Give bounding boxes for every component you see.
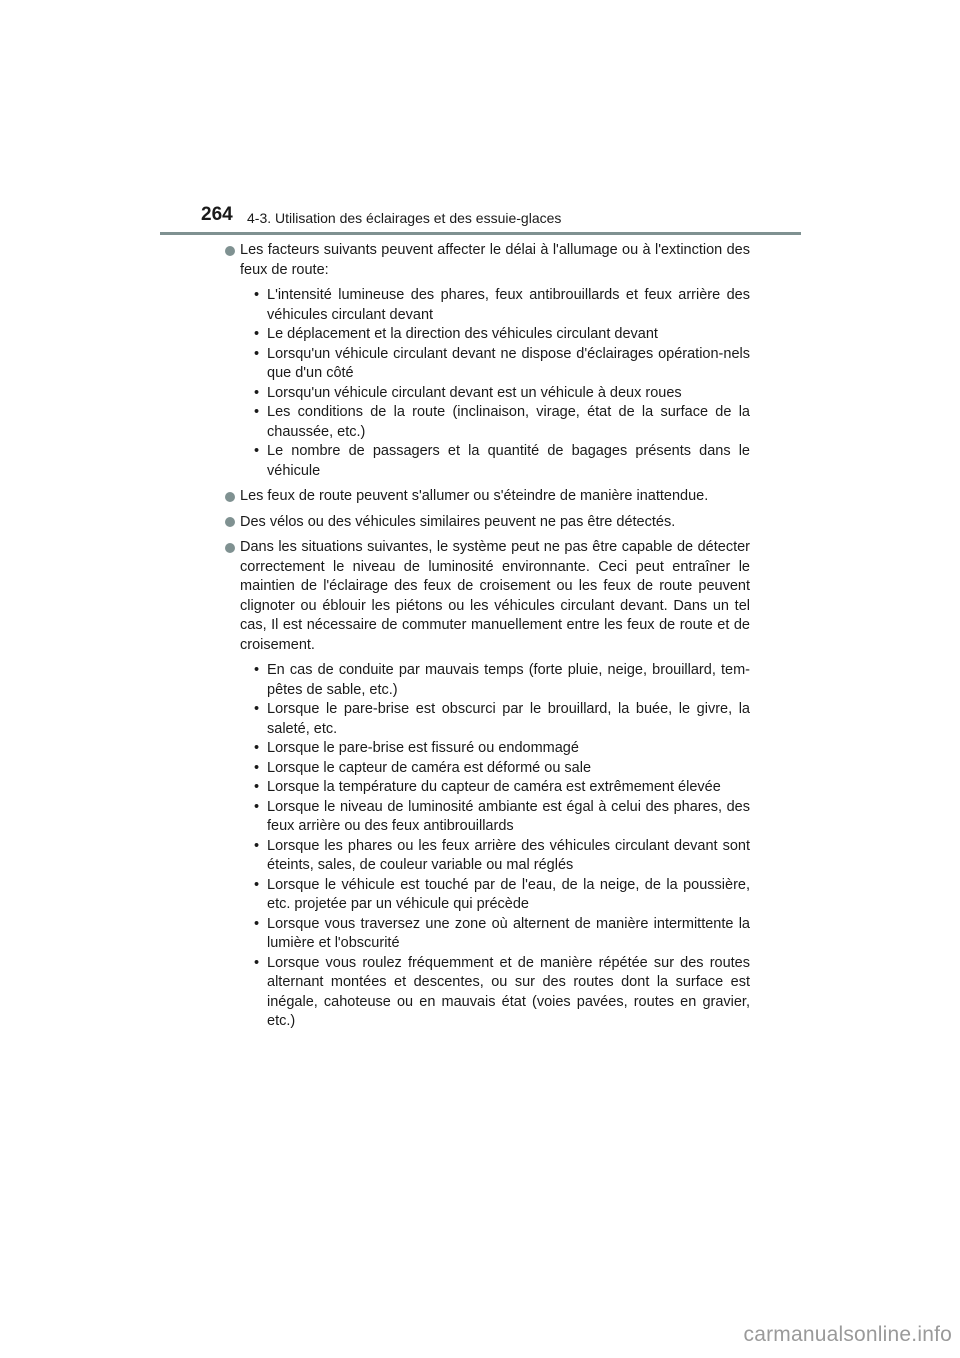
paragraph: Les facteurs suivants peuvent affecter le délai à l'allumage ou à l'extinction des feux de route: [240,242,750,278]
list-item-text: Lorsque la température du capteur de caméra est extrêmement élevée [267,779,721,795]
list-bullet-icon: • [254,954,260,971]
list-item-text: Lorsqu'un véhicule circulant devant est un véhicule à deux roues [267,384,682,401]
watermark-link[interactable]: carmanualsonline.info [743,1323,952,1346]
list-item-text: Le déplacement et la direction des véhicules circulant devant [267,326,658,342]
list-item [254,915,750,954]
sub-list [240,286,750,481]
paragraph: Les feux de route peuvent s'allumer ou s'éteindre de manière inattendue. [240,488,709,504]
list-item-text: Lorsque vous traversez une zone où alternent de manière intermittente la lumière et l'obscurité [267,915,750,951]
list-item [254,325,750,345]
list-item-text: Lorsque le pare-brise est fissuré ou endommagé [267,740,579,756]
list-item [254,661,750,700]
list-bullet-icon: • [254,404,260,420]
list-bullet-icon: • [254,798,260,815]
bullet-dot-icon [225,492,235,502]
list-bullet-icon: • [254,779,260,795]
bullet-block [222,487,750,507]
bullet-dot-icon [225,543,235,553]
list-item-text: Lorsque vous roulez fréquemment et de manière répétée sur des routes alternant montées et descentes, ou sur des routes dont la surface est inégale, cahoteuse ou en mauvais état (voies pavées, routes en gravier, etc.) [267,954,750,1029]
list-bullet-icon: • [254,384,260,401]
list-bullet-icon: • [254,662,260,678]
list-bullet-icon: • [254,287,260,303]
bullet-block [222,538,750,1032]
list-item-text: Lorsque le capteur de caméra est déformé ou sale [267,759,592,776]
list-item [254,739,750,759]
list-item [254,954,750,1032]
list-item [254,876,750,915]
list-item-text: L'intensité lumineuse des phares, feux antibrouillards et feux arrière des véhicules circulant devant [267,287,750,323]
bullet-block [222,241,750,481]
list-item [254,837,750,876]
bullet-dot-icon [225,517,235,527]
list-item-text: Lorsque les phares ou les feux arrière des véhicules circulant devant sont éteints, sales, de couleur variable ou mal réglés [267,837,750,873]
list-bullet-icon: • [254,740,260,756]
list-bullet-icon: • [254,326,260,342]
list-bullet-icon: • [254,915,260,932]
bullet-dot-icon [225,246,235,256]
list-bullet-icon: • [254,443,260,459]
list-item-text: Lorsqu'un véhicule circulant devant ne dispose d'éclairages opération-nels que d'un côté [267,345,750,381]
list-item [254,286,750,325]
list-item-text: Lorsque le niveau de luminosité ambiante est égal à celui des phares, des feux arrière ou des feux antibrouillards [267,798,750,834]
list-item [254,798,750,837]
list-item-text: Le nombre de passagers et la quantité de bagages présents dans le véhicule [267,443,750,479]
list-bullet-icon: • [254,759,260,776]
paragraph: Des vélos ou des véhicules similaires peuvent ne pas être détectés. [240,513,676,530]
list-item-text: En cas de conduite par mauvais temps (forte pluie, neige, brouillard, tem-pêtes de sable, etc.) [267,662,750,698]
bullet-block [222,513,750,533]
list-item [254,403,750,442]
content [222,241,750,1038]
list-bullet-icon: • [254,345,260,362]
paragraph: Dans les situations suivantes, le système peut ne pas être capable de détecter correctement le niveau de luminosité environnante. Ceci peut entraîner le maintien de l'éclairage des feux de croisement ou les feux de route peuvent clignoter ou éblouir les piétons ou les véhicules circulant devant. Dans un tel cas, Il est nécessaire de commuter manuellement entre les feux de route et de croisement. [240,539,750,653]
list-item-text: Lorsque le pare-brise est obscurci par le brouillard, la buée, le givre, la saleté, etc. [267,701,750,737]
list-item-text: Lorsque le véhicule est touché par de l'eau, de la neige, de la poussière, etc. projetée par un véhicule qui précède [267,876,750,912]
list-bullet-icon: • [254,837,260,854]
list-bullet-icon: • [254,876,260,893]
list-item-text: Les conditions de la route (inclinaison, virage, état de la surface de la chaussée, etc.) [267,404,750,440]
list-item [254,345,750,384]
list-item [254,778,750,798]
page-number: 264 [201,204,233,225]
section-title: 4-3. Utilisation des éclairages et des essuie-glaces [247,210,562,226]
header-rule [160,232,801,235]
list-item [254,442,750,481]
list-item [254,759,750,779]
list-item [254,700,750,739]
list-bullet-icon: • [254,701,260,717]
sub-list [240,661,750,1032]
list-item [254,384,750,404]
